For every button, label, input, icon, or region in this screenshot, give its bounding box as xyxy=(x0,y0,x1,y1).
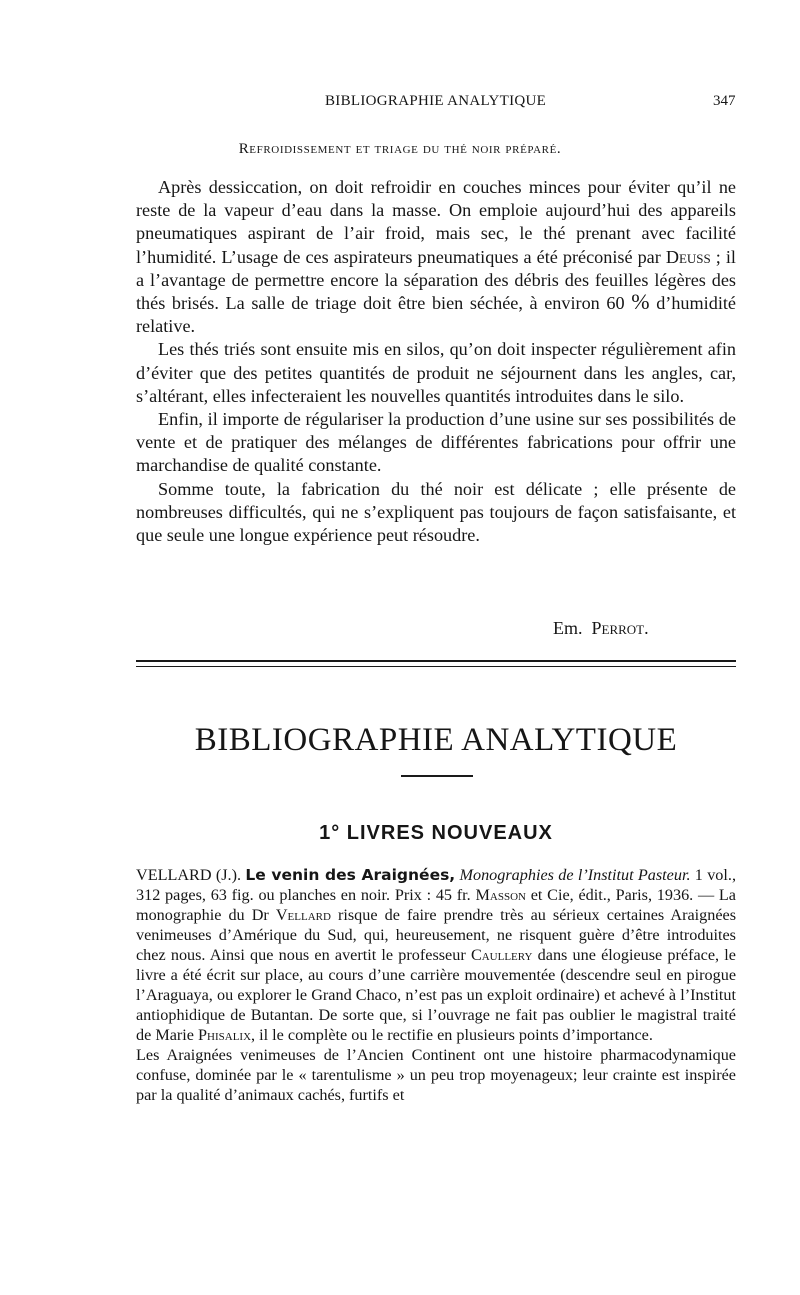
name-vellard: Vellard xyxy=(275,906,331,924)
page-number: 347 xyxy=(713,93,736,109)
signature xyxy=(553,618,649,639)
review-series: Monographies de l’Institut Pasteur. xyxy=(459,866,691,884)
review-text-c: , il le complète ou le rectifie en plusieurs points d’importance. xyxy=(251,1026,653,1044)
review-text-b: dans une élogieuse préface, le livre a été écrit sur place, au cours d’une carrière mouvementée (descendre seul en pirogue l’Araguaya, ou explorer le Grand Chaco, n’est pas un exploit ordinaire) et achevé à l’Institut antiophidique de Butantan. De sorte que, si l’ouvrage ne fait pas oublier le magistral traité de Marie xyxy=(136,946,736,1044)
paragraph-4: Somme toute, la fabrication du thé noir est délicate ; elle présente de nombreuses difficultés, qui ne s’expliquent pas toujours de façon satisfaisante, et que seule une longue expérience peut résoudre. xyxy=(136,478,736,546)
article-body xyxy=(136,176,736,547)
paragraph-1 xyxy=(136,176,736,338)
review-text-a: risque de faire prendre très au sérieux certaines Araignées venimeuses d’Amérique du Sud, qui, heureusement, ne risquent guère d’être introduites chez nous. Ainsi que nous en avertit le professeur xyxy=(136,906,736,964)
review-body xyxy=(136,865,736,1105)
review-details-a: 1 vol., 312 pages, 63 fig. ou planches en noir. Prix : 45 fr. xyxy=(136,866,736,904)
publisher-name: Masson xyxy=(475,886,526,904)
paragraph-1-text-c: d’humidité relative. xyxy=(136,293,737,337)
paragraph-1-text-a: Après dessiccation, on doit refroidir en couches minces pour éviter qu’il ne reste de la vapeur d’eau dans la masse. On emploie aujourd’hui des appareils pneumatiques aspirant de l’air froid, mais sec, le thé prenant avec facilité l’humidité. L’usage de ces aspirateurs pneumatiques a été préconisé par xyxy=(136,177,736,267)
running-header: BIBLIOGRAPHIE ANALYTIQUE xyxy=(325,93,547,109)
review-details-b: et Cie, édit., Paris, 1936. — La monographie du Dr xyxy=(136,886,736,924)
name-caullery: Caullery xyxy=(470,946,533,964)
subheading-new-books: 1° LIVRES NOUVEAUX xyxy=(319,822,553,844)
section-title: Refroidissement et triage du thé noir préparé. xyxy=(238,141,562,157)
signature-first-name: Em. xyxy=(553,618,583,638)
divider-thin xyxy=(136,666,736,667)
heading-underline xyxy=(401,775,473,777)
paragraph-1-text-b: ; il a l’avantage de permettre encore la séparation des débris des feuilles légères des thés brisés. La salle de triage doit être bien séchée, à environ 60 xyxy=(136,246,736,314)
paragraph-2: Les thés triés sont ensuite mis en silos, qu’on doit inspecter régulièrement afin d’éviter que des petites quantités de produit ne séjournent dans les angles, car, s’altérant, elles infecteraient les nouvelles quantités introduites dans le silo. xyxy=(136,339,736,406)
divider-thick xyxy=(136,660,736,662)
author-name-deuss: Deuss xyxy=(665,246,711,267)
paragraph-3: Enfin, il importe de régulariser la production d’une usine sur ses possibilités de vente et de pratiquer des mélanges de différentes fabrications pour offrir une marchandise de qualité constante. xyxy=(136,409,736,476)
name-phisalix: Phisalix xyxy=(198,1026,252,1044)
review-paragraph-1 xyxy=(136,865,736,1045)
percent-sign: % xyxy=(631,289,650,315)
review-paragraph-2: Les Araignées venimeuses de l’Ancien Continent ont une histoire pharmacodynamique confuse, dominée par le « tarentulisme » un peu trop moyenageux; leur crainte est inspirée par la qualité d’animaux cachés, furtifs et xyxy=(136,1046,736,1104)
bibliography-heading: BIBLIOGRAPHIE ANALYTIQUE xyxy=(194,722,678,758)
review-title: Le venin des Araignées, xyxy=(245,866,456,884)
review-author: VELLARD (J.). xyxy=(136,866,242,884)
signature-last-name: Perrot. xyxy=(591,618,649,638)
